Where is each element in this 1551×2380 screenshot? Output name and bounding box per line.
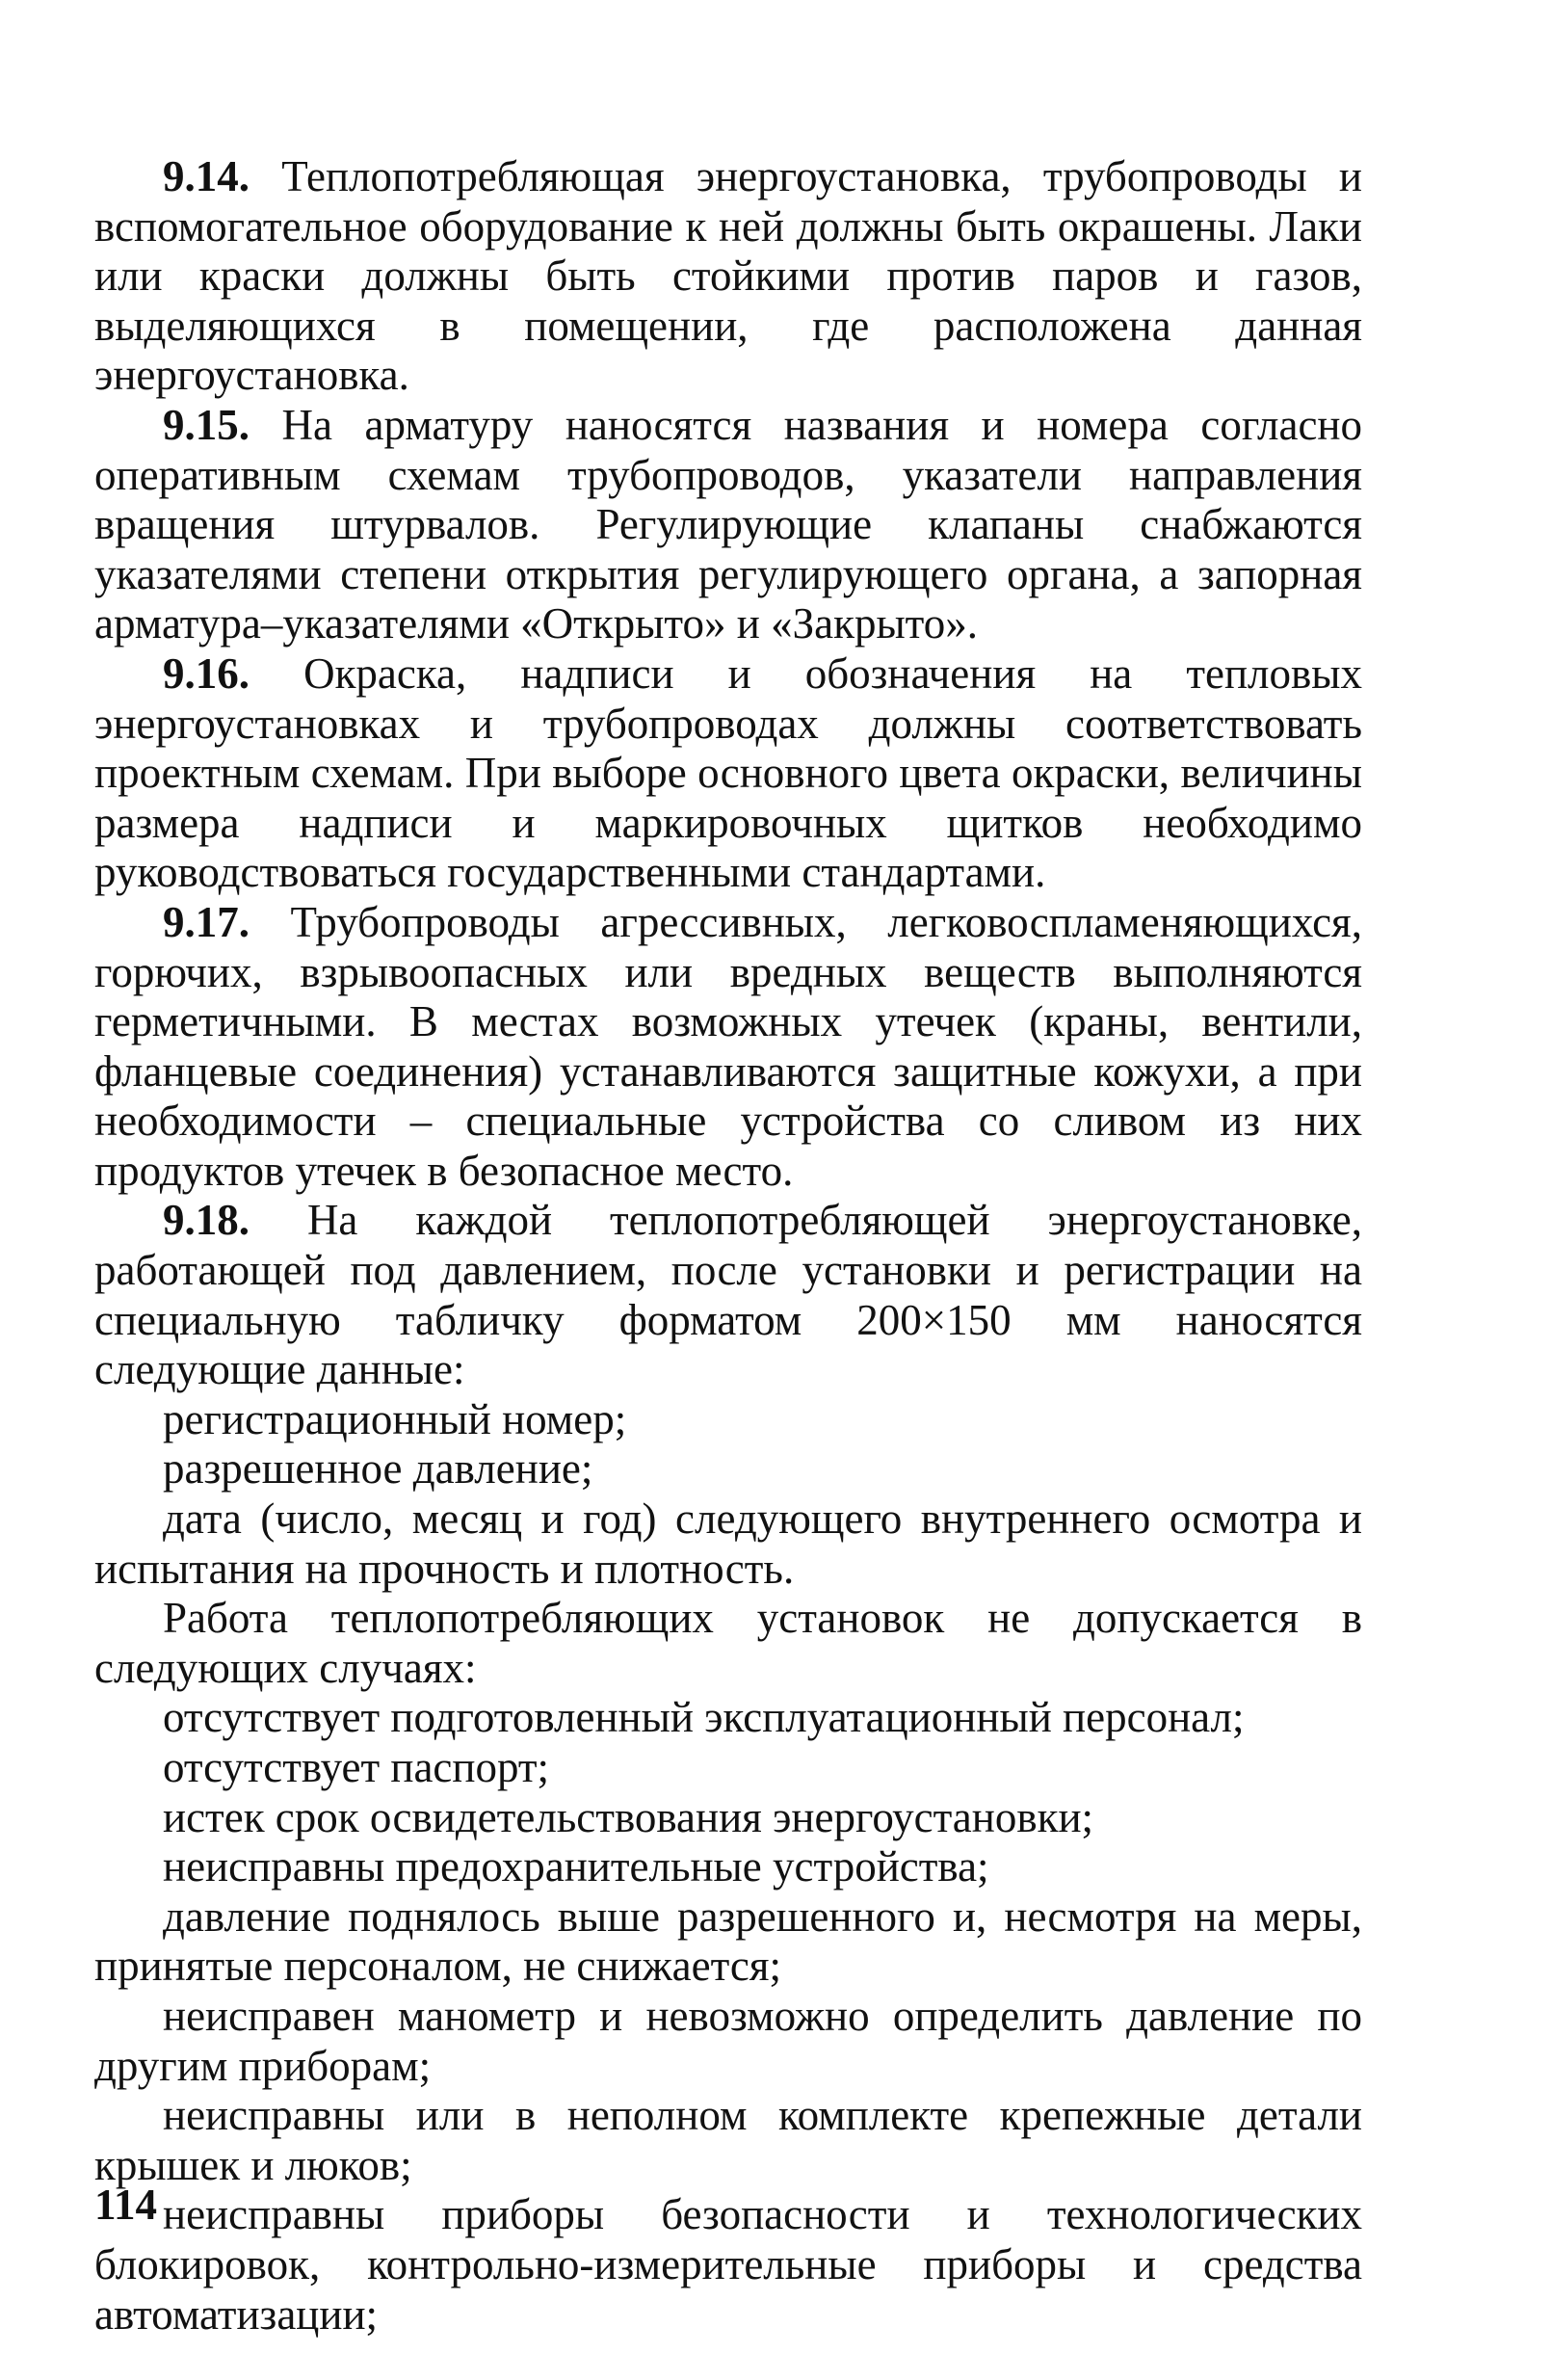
section-text: На арматуру наносятся названия и номера согласно оперативным схемам трубопроводов, указатели направления вращения штурвалов. Регулирующие клапаны снабжаются указателями степени открытия регулирующего органа, а запорная арматура–указателями «Открыто» и «Закрыто». xyxy=(94,400,1362,648)
list-item: неисправны предохранительные устройства; xyxy=(163,1842,989,1891)
section-text: На каждой теплопотребляющей энергоустановке, работающей под давлением, после установки и регистрации на специальную табличку форматом 200×150 мм наносятся следующие данные: xyxy=(94,1196,1362,1394)
list-item: неисправен манометр и невозможно определить давление по другим приборам; xyxy=(94,1991,1362,2090)
section-text: Окраска, надписи и обозначения на тепловых энергоустановках и трубопроводах должны соответствовать проектным схемам. При выборе основного цвета окраски, величины размера надписи и маркировочных щитков необходимо руководствоваться государственными стандартами. xyxy=(94,648,1362,897)
section-9-14 xyxy=(94,152,1362,401)
section-9-15 xyxy=(94,401,1362,649)
list-item: дата (число, месяц и год) следующего внутреннего осмотра и испытания на прочность и плотность. xyxy=(94,1494,1362,1593)
section-number: 9.18. xyxy=(163,1196,250,1245)
cases-intro: Работа теплопотребляющих установок не допускается в следующих случаях: xyxy=(94,1594,1362,1692)
list-item: отсутствует подготовленный эксплуатационный персонал; xyxy=(163,1693,1245,1742)
page-body xyxy=(94,152,1362,2340)
list-item: отсутствует паспорт; xyxy=(163,1743,550,1791)
list-item: разрешенное давление; xyxy=(163,1444,593,1494)
section-text: Трубопроводы агрессивных, легковоспламеняющихся, горючих, взрывоопасных или вредных веществ выполняются герметичными. В местах возможных утечек (краны, вентили, фланцевые соединения) устанавливаются защитные кожухи, а при необходимости – специальные устройства со сливом из них продуктов утечек в безопасное место. xyxy=(94,897,1362,1195)
section-9-18 xyxy=(94,1196,1362,1394)
section-9-17 xyxy=(94,898,1362,1197)
section-number: 9.16. xyxy=(163,648,250,698)
list-item: регистрационный номер; xyxy=(163,1394,627,1443)
section-number: 9.15. xyxy=(163,400,250,449)
section-number: 9.14. xyxy=(163,152,250,200)
section-number: 9.17. xyxy=(163,897,250,946)
list-item: неисправны или в неполном комплекте крепежные детали крышек и люков; xyxy=(94,2091,1362,2189)
list-item: давление поднялось выше разрешенного и, несмотря на меры, принятые персоналом, не снижается; xyxy=(94,1891,1362,1991)
page-number: 114 xyxy=(94,2181,158,2229)
section-9-16 xyxy=(94,649,1362,898)
section-text: Теплопотребляющая энергоустановка, трубопроводы и вспомогательное оборудование к ней должны быть окрашены. Лаки или краски должны быть стойкими против паров и газов, выделяющихся в помещении, где расположена данная энергоустановка. xyxy=(94,152,1362,400)
list-item: неисправны приборы безопасности и технологических блокировок, контрольно-измерительные приборы и средства автоматизации; xyxy=(94,2190,1362,2339)
list-item: истек срок освидетельствования энергоустановки; xyxy=(163,1792,1094,1841)
